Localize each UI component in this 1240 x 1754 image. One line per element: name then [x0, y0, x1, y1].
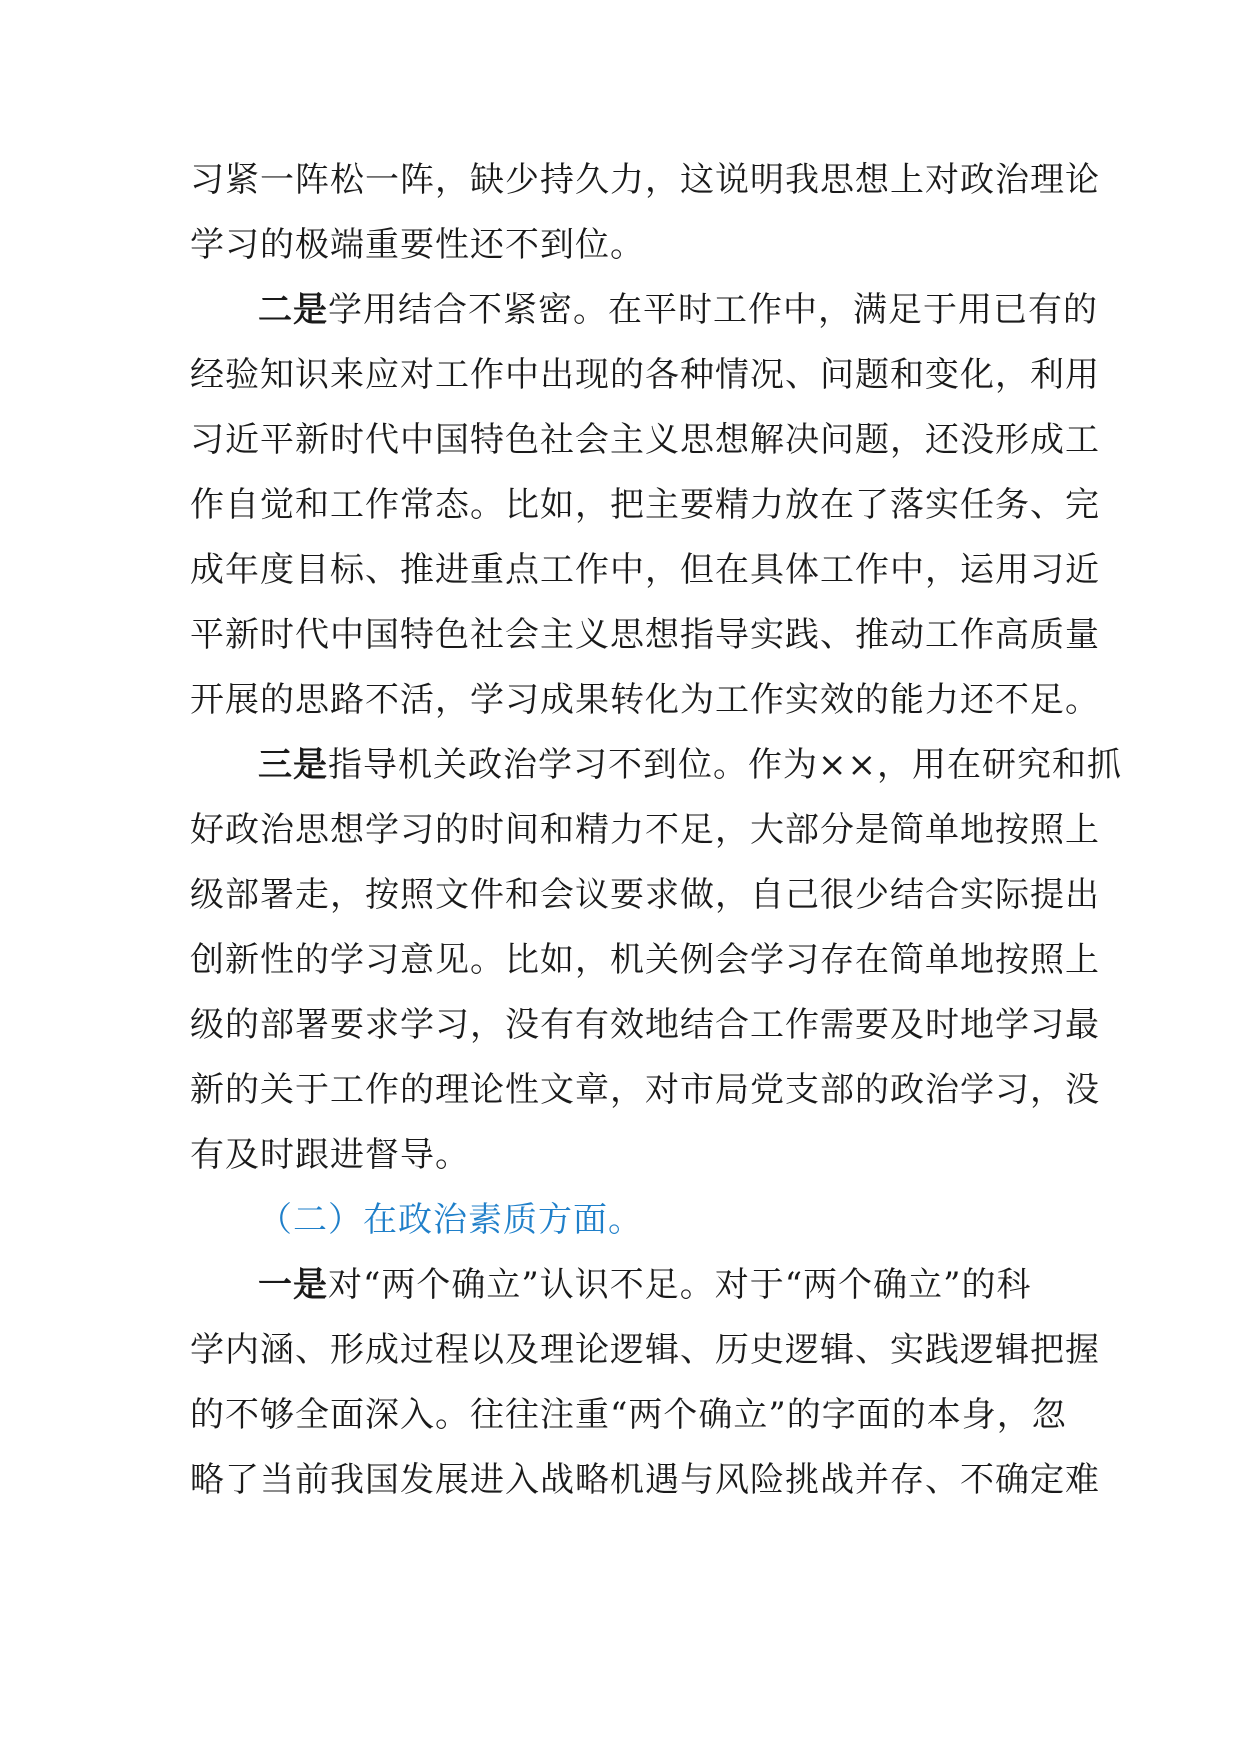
paragraph-lead: 二是 [258, 290, 328, 330]
paragraph-text: 指导机关政治学习不到位。作为××，用在研究和抓 [328, 745, 1122, 785]
paragraph-line: 好政治思想学习的时间和精力不足，大部分是简单地按照上 [190, 810, 1100, 850]
paragraph-line: 作自觉和工作常态。比如，把主要精力放在了落实任务、完 [190, 485, 1100, 525]
paragraph-text: 学用结合不紧密。在平时工作中，满足于用已有的 [328, 290, 1098, 330]
paragraph-line: 学习的极端重要性还不到位。 [190, 225, 645, 265]
paragraph-line [190, 278, 1098, 343]
paragraph-line: 有及时跟进督导。 [190, 1135, 470, 1175]
paragraph-lead: 三是 [258, 745, 328, 785]
paragraph-line: 略了当前我国发展进入战略机遇与风险挑战并存、不确定难 [190, 1460, 1100, 1500]
paragraph-line: 习近平新时代中国特色社会主义思想解决问题，还没形成工 [190, 420, 1100, 460]
paragraph-line: 学内涵、形成过程以及理论逻辑、历史逻辑、实践逻辑把握 [190, 1330, 1100, 1370]
paragraph-line: 的不够全面深入。往往注重“两个确立”的字面的本身，忽 [190, 1395, 1067, 1435]
paragraph-line: 级的部署要求学习，没有有效地结合工作需要及时地学习最 [190, 1005, 1100, 1045]
paragraph-line: 平新时代中国特色社会主义思想指导实践、推动工作高质量 [190, 615, 1100, 655]
paragraph-line: 级部署走，按照文件和会议要求做，自己很少结合实际提出 [190, 875, 1100, 915]
paragraph-line: 成年度目标、推进重点工作中，但在具体工作中，运用习近 [190, 550, 1100, 590]
paragraph-line: 创新性的学习意见。比如，机关例会学习存在简单地按照上 [190, 940, 1100, 980]
paragraph-line: 开展的思路不活，学习成果转化为工作实效的能力还不足。 [190, 680, 1100, 720]
paragraph-line: 新的关于工作的理论性文章，对市局党支部的政治学习，没 [190, 1070, 1100, 1110]
paragraph-text: 对“两个确立”认识不足。对于“两个确立”的科 [328, 1265, 1032, 1305]
section-heading: （二）在政治素质方面。 [258, 1200, 643, 1240]
paragraph-lead: 一是 [258, 1265, 328, 1305]
document-body [190, 148, 1122, 1513]
paragraph-line: 经验知识来应对工作中出现的各种情况、问题和变化，利用 [190, 355, 1100, 395]
paragraph-line: 习紧一阵松一阵，缺少持久力，这说明我思想上对政治理论 [190, 160, 1100, 200]
paragraph-line [190, 733, 1122, 798]
paragraph-line [190, 1253, 1050, 1318]
